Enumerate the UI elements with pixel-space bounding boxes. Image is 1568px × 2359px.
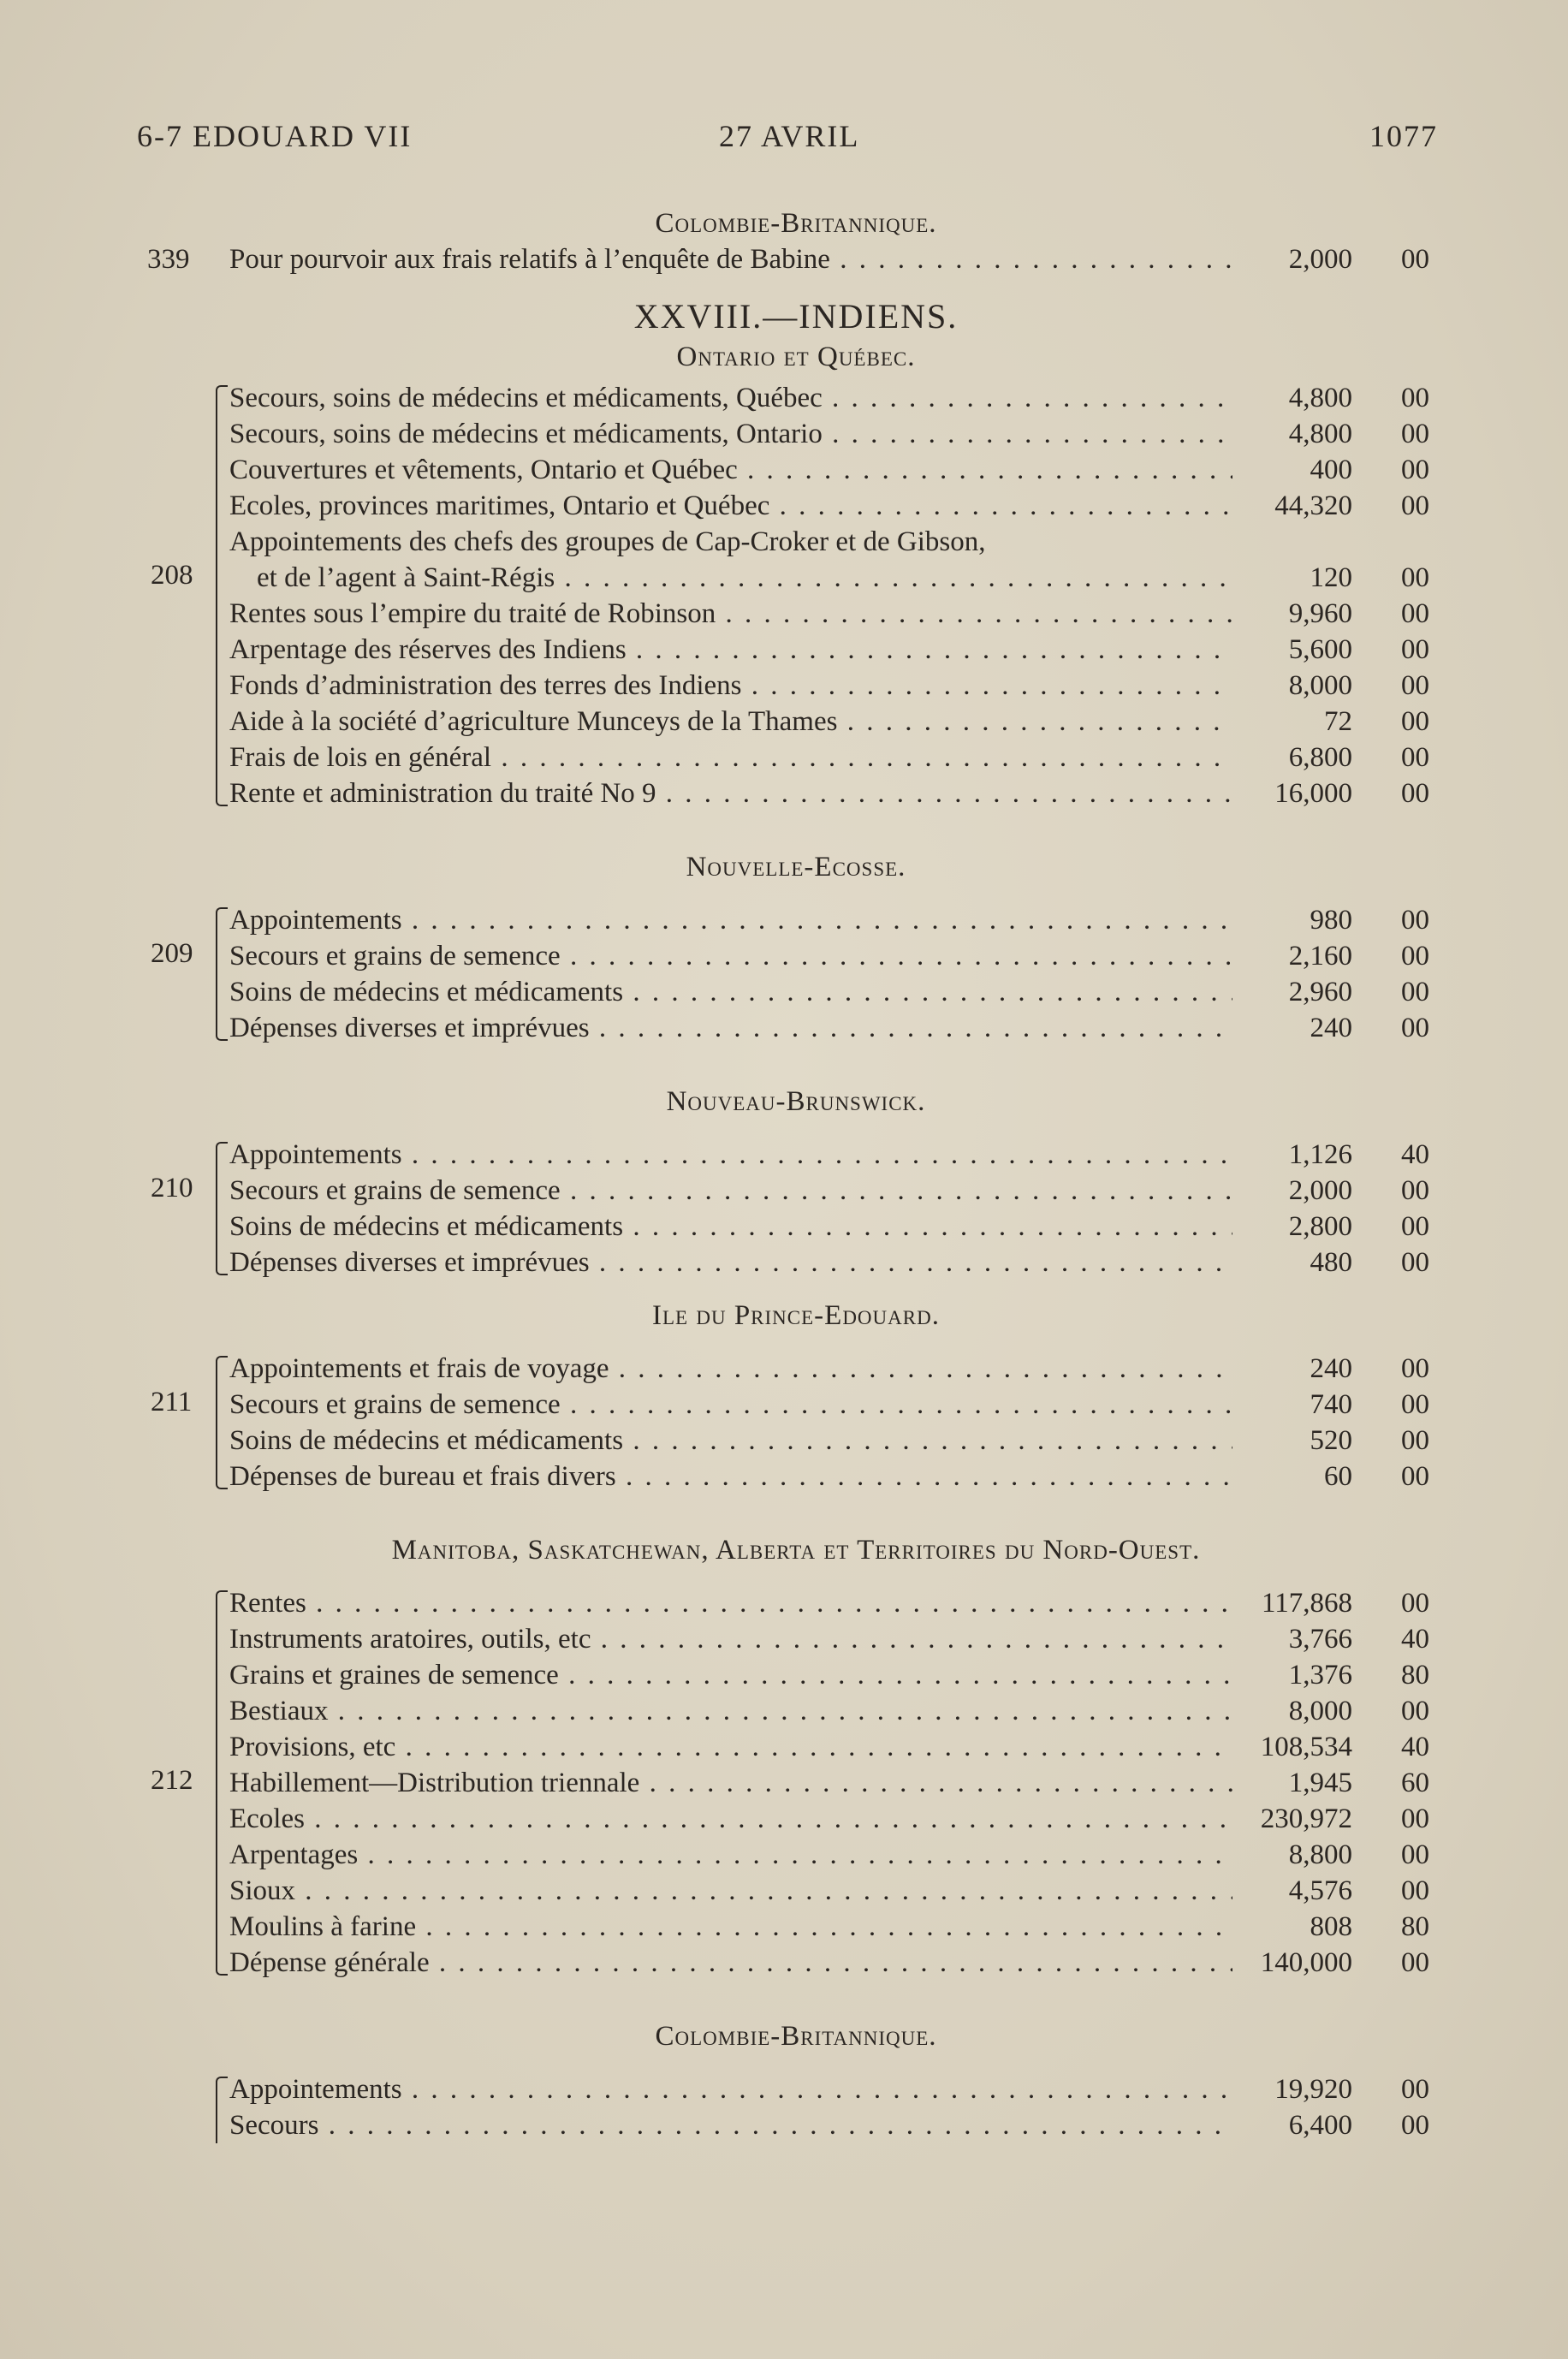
- item-amount: 1,126: [1288, 1139, 1352, 1170]
- item-amount: 4,800: [1288, 419, 1352, 449]
- line-item: [154, 380, 1438, 416]
- item-cents: 00: [1401, 598, 1429, 629]
- line-item: [154, 1621, 1438, 1657]
- item-amount: 60: [1324, 1461, 1352, 1492]
- item-cents: 00: [1401, 1247, 1429, 1278]
- item-amount: 120: [1310, 562, 1352, 593]
- line-item: [154, 1173, 1438, 1209]
- item-amount: 44,320: [1274, 490, 1352, 521]
- line-item: [154, 1765, 1438, 1801]
- item-cents: 00: [1401, 670, 1429, 701]
- item-text: Dépenses de bureau et frais divers . . .: [229, 1459, 1232, 1494]
- item-text: Provisions, etc . . .: [229, 1729, 1232, 1765]
- item-cents: 40: [1401, 1732, 1429, 1762]
- item-text: Ecoles . . .: [229, 1801, 1232, 1837]
- line-item: [154, 1351, 1438, 1387]
- item-cents: 00: [1401, 1588, 1429, 1619]
- item-amount: 140,000: [1260, 1947, 1352, 1978]
- line-item: [154, 1137, 1438, 1173]
- item-text: Secours, soins de médecins et médicaments, Ontario . . .: [229, 416, 1232, 452]
- item-amount: 8,000: [1288, 1696, 1352, 1726]
- item-text: Appointements . . .: [229, 1137, 1232, 1173]
- item-group-212: [151, 1585, 1438, 1981]
- item-text: Secours, soins de médecins et médicaments, Québec . . .: [229, 380, 1232, 416]
- item-amount: 8,800: [1288, 1839, 1352, 1870]
- item-cents: 00: [1401, 905, 1429, 936]
- item-text: Couvertures et vêtements, Ontario et Québec . . .: [229, 452, 1232, 488]
- item-text: Soins de médecins et médicaments . . .: [229, 1423, 1232, 1459]
- line-item: [154, 2071, 1438, 2107]
- item-amount: 72: [1324, 706, 1352, 737]
- item-cents: 40: [1401, 1139, 1429, 1170]
- item-text: Dépenses diverses et imprévues . . .: [229, 1010, 1232, 1046]
- group-number: 209: [151, 938, 193, 969]
- item-amount: 6,800: [1288, 742, 1352, 773]
- item-text: Moulins à farine . . .: [229, 1909, 1232, 1945]
- item-amount: 240: [1310, 1353, 1352, 1384]
- line-item: [154, 2107, 1438, 2143]
- item-amount: 520: [1310, 1425, 1352, 1456]
- section-title: Ontario et Québec.: [676, 342, 916, 372]
- line-item: [154, 1693, 1438, 1729]
- item-amount: 400: [1310, 455, 1352, 485]
- line-item: [154, 1387, 1438, 1423]
- item-amount: 4,800: [1288, 383, 1352, 413]
- item-number: 339: [147, 244, 190, 275]
- line-item: [154, 938, 1438, 974]
- item-cents: 00: [1401, 2110, 1429, 2141]
- item-text: Appointements et frais de voyage . . .: [229, 1351, 1232, 1387]
- line-item: [154, 524, 1438, 560]
- item-cents: 00: [1401, 1875, 1429, 1906]
- section-title: Colombie-Britannique.: [655, 208, 937, 239]
- item-cents: 00: [1401, 1211, 1429, 1242]
- item-cents: 00: [1401, 941, 1429, 972]
- line-item: [154, 1945, 1438, 1981]
- item-text: Appointements . . .: [229, 2071, 1232, 2107]
- header-session: 6-7 EDOUARD VII: [137, 119, 413, 153]
- item-cents: 00: [1401, 634, 1429, 665]
- line-item: [154, 1423, 1438, 1459]
- item-amount: 230,972: [1260, 1803, 1352, 1834]
- item-amount: 108,534: [1260, 1732, 1352, 1762]
- group-number: 212: [151, 1765, 193, 1796]
- page-header: [137, 118, 1438, 161]
- line-item: [154, 560, 1438, 596]
- item-text: Secours et grains de semence . . .: [229, 1387, 1232, 1423]
- item-text: Habillement—Distribution triennale . . .: [229, 1765, 1232, 1801]
- item-cents: 00: [1401, 1803, 1429, 1834]
- item-text: Sioux . . .: [229, 1873, 1232, 1909]
- item-cents: 80: [1401, 1660, 1429, 1691]
- item-cents: 00: [1401, 1353, 1429, 1384]
- item-cents: 00: [1401, 1461, 1429, 1492]
- item-text: Soins de médecins et médicaments . . .: [229, 974, 1232, 1010]
- line-item: [154, 775, 1438, 811]
- item-cents: 00: [1401, 1175, 1429, 1206]
- item-text: Secours . . .: [229, 2107, 1232, 2143]
- item-amount: 9,960: [1288, 598, 1352, 629]
- item-text: Ecoles, provinces maritimes, Ontario et Québec . . .: [229, 488, 1232, 524]
- item-amount: 19,920: [1274, 2074, 1352, 2105]
- item-amount: 1,376: [1288, 1660, 1352, 1691]
- item-group-210: [151, 1137, 1438, 1281]
- item-text: Instruments aratoires, outils, etc . . .: [229, 1621, 1232, 1657]
- item-amount: 480: [1310, 1247, 1352, 1278]
- item-cents: 40: [1401, 1624, 1429, 1655]
- item-text: Frais de lois en général . . .: [229, 740, 1232, 775]
- item-cents: 00: [1401, 1947, 1429, 1978]
- item-text: Rentes . . .: [229, 1585, 1232, 1621]
- line-item: [154, 1873, 1438, 1909]
- line-item: [154, 1209, 1438, 1245]
- line-item: [154, 1909, 1438, 1945]
- item-text: Fonds d’administration des terres des Indiens . . .: [229, 668, 1232, 704]
- item-cents: 00: [1401, 419, 1429, 449]
- section-title: Colombie-Britannique.: [655, 2021, 937, 2052]
- item-amount: 2,000: [1288, 244, 1352, 275]
- item-text: Grains et graines de semence . . .: [229, 1657, 1232, 1693]
- item-cents: 00: [1401, 1425, 1429, 1456]
- item-text: Rentes sous l’empire du traité de Robinson . . .: [229, 596, 1232, 632]
- item-amount: 240: [1310, 1013, 1352, 1043]
- item-text: et de l’agent à Saint-Régis . . .: [257, 560, 1232, 596]
- line-item: [154, 740, 1438, 775]
- item-text: Appointements des chefs des groupes de Cap-Croker et de Gibson,: [229, 526, 986, 557]
- line-item: [154, 452, 1438, 488]
- item-text: Secours et grains de semence . . .: [229, 1173, 1232, 1209]
- item-text: Dépense générale . . .: [229, 1945, 1232, 1981]
- item-cents: 00: [1401, 383, 1429, 413]
- item-amount: 117,868: [1261, 1588, 1352, 1619]
- item-cents: 00: [1401, 977, 1429, 1007]
- item-amount: 3,766: [1288, 1624, 1352, 1655]
- group-number: 210: [151, 1173, 193, 1203]
- section-title: Ile du Prince-Edouard.: [652, 1300, 940, 1331]
- item-amount: 5,600: [1288, 634, 1352, 665]
- item-amount: 2,000: [1288, 1175, 1352, 1206]
- item-group-209: [151, 902, 1438, 1046]
- line-item: [154, 488, 1438, 524]
- line-item: [154, 974, 1438, 1010]
- line-item: [154, 704, 1438, 740]
- item-cents: 00: [1401, 1839, 1429, 1870]
- section-title: Manitoba, Saskatchewan, Alberta et Territoires du Nord-Ouest.: [391, 1535, 1201, 1566]
- item-amount: 2,960: [1288, 977, 1352, 1007]
- group-number: 211: [151, 1387, 193, 1417]
- item-group-cb: [154, 2071, 1438, 2143]
- item-amount: 6,400: [1288, 2110, 1352, 2141]
- section-title: Nouveau-Brunswick.: [666, 1086, 926, 1117]
- item-amount: 16,000: [1274, 778, 1352, 809]
- item-amount: 2,160: [1288, 941, 1352, 972]
- item-amount: 2,800: [1288, 1211, 1352, 1242]
- item-text: Bestiaux . . .: [229, 1693, 1232, 1729]
- item-text: Aide à la société d’agriculture Munceys de la Thames . . .: [229, 704, 1232, 740]
- item-cents: 00: [1401, 742, 1429, 773]
- item-cents: 00: [1401, 1013, 1429, 1043]
- item-text: Soins de médecins et médicaments . . .: [229, 1209, 1232, 1245]
- item-cents: 00: [1401, 490, 1429, 521]
- item-group-208: [151, 380, 1438, 811]
- line-item: [154, 1245, 1438, 1281]
- section-title: Nouvelle-Ecosse.: [686, 852, 906, 882]
- item-amount: 4,576: [1288, 1875, 1352, 1906]
- line-item: [154, 1585, 1438, 1621]
- item-amount: 1,945: [1288, 1768, 1352, 1798]
- estimates-content: [147, 205, 1438, 2143]
- item-cents: 80: [1401, 1911, 1429, 1942]
- item-cents: 00: [1401, 1389, 1429, 1420]
- line-item: [147, 241, 1438, 277]
- item-cents: 00: [1401, 455, 1429, 485]
- item-text: Arpentages . . .: [229, 1837, 1232, 1873]
- line-item: [154, 1729, 1438, 1765]
- item-amount: 8,000: [1288, 670, 1352, 701]
- item-group-211: [151, 1351, 1438, 1494]
- item-cents: 00: [1401, 778, 1429, 809]
- item-text: Appointements . . .: [229, 902, 1232, 938]
- line-item: [154, 416, 1438, 452]
- line-item: [154, 632, 1438, 668]
- line-item: [154, 1459, 1438, 1494]
- page-number: 1077: [1369, 119, 1438, 153]
- item-cents: 00: [1401, 706, 1429, 737]
- item-text: Rente et administration du traité No 9 . . .: [229, 775, 1232, 811]
- item-cents: 00: [1401, 1696, 1429, 1726]
- item-amount: 740: [1310, 1389, 1352, 1420]
- item-text: Dépenses diverses et imprévues . . .: [229, 1245, 1232, 1281]
- item-cents: 00: [1401, 2074, 1429, 2105]
- item-cents: 00: [1401, 562, 1429, 593]
- item-text: Secours et grains de semence . . .: [229, 938, 1232, 974]
- chapter-title: XXVIII.—INDIENS.: [633, 297, 959, 336]
- header-date: 27 AVRIL: [719, 119, 860, 153]
- group-number: 208: [151, 560, 193, 591]
- item-text: Arpentage des réserves des Indiens . . .: [229, 632, 1232, 668]
- line-item: [154, 1657, 1438, 1693]
- item-amount: 980: [1310, 905, 1352, 936]
- item-amount: 808: [1310, 1911, 1352, 1942]
- line-item: [154, 596, 1438, 632]
- item-cents: 00: [1401, 244, 1429, 275]
- line-item: [154, 668, 1438, 704]
- line-item: [154, 1837, 1438, 1873]
- item-text: Pour pourvoir aux frais relatifs à l’enquête de Babine . . .: [229, 241, 1232, 277]
- line-item: [154, 902, 1438, 938]
- line-item: [154, 1801, 1438, 1837]
- item-cents: 60: [1401, 1768, 1429, 1798]
- line-item: [154, 1010, 1438, 1046]
